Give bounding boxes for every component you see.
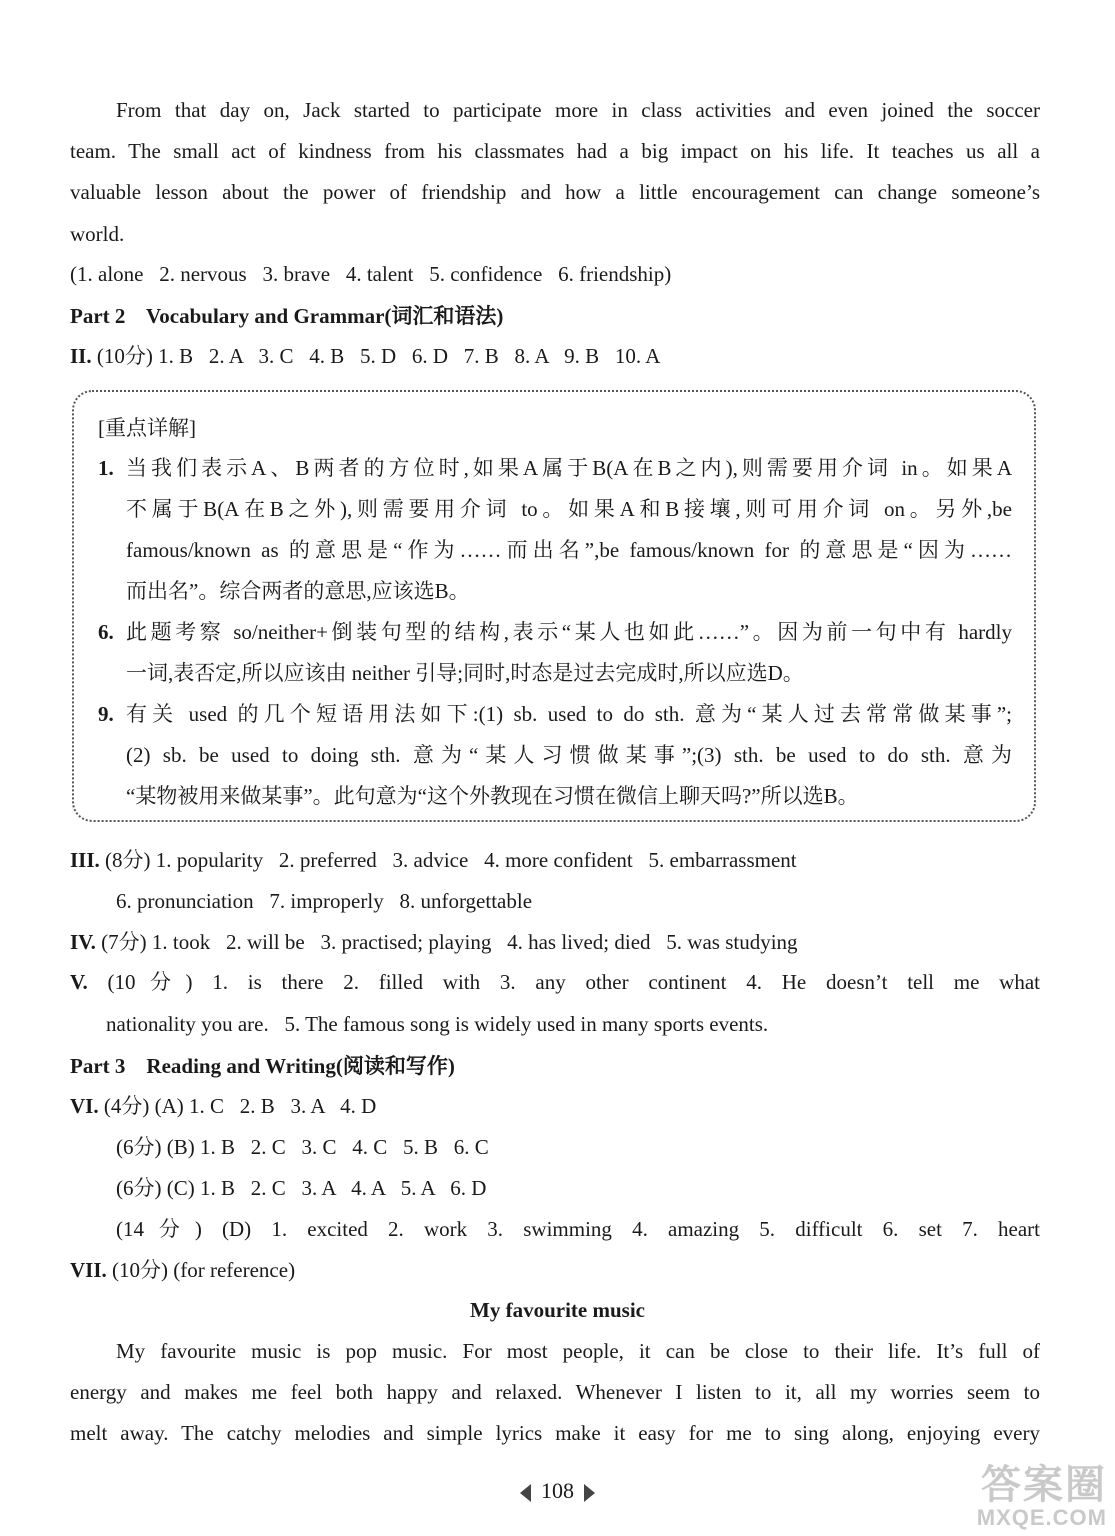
explanation-6-num: 6.	[98, 620, 114, 644]
part2-title: Vocabulary and Grammar(词汇和语法)	[146, 304, 504, 328]
story-line-3: valuable lesson about the power of friendship and how a little encouragement can change someone’s	[70, 180, 1040, 204]
section-6-line-d: (14分) (D) 1. excited 2. work 3. swimming 4. amazing 5. difficult 6. set 7. heart	[116, 1217, 1040, 1241]
watermark	[977, 1464, 1107, 1530]
section-3-line-2: 6. pronunciation 7. improperly 8. unforgettable	[116, 889, 533, 913]
page-number: 108	[541, 1478, 574, 1503]
section-3-line-1	[70, 846, 1040, 874]
watermark-cn: 答案圈	[981, 1463, 1107, 1507]
explanation-1-line-4: 而出名”。综合两者的意思,应该选B。	[126, 579, 470, 603]
section-4-line	[70, 928, 1040, 956]
explanation-6-line-2: 一词,表否定,所以应该由 neither 引导;同时,时态是过去完成时,所以应选D。	[126, 661, 804, 685]
part3-heading	[70, 1052, 1040, 1080]
part2-label: Part 2	[70, 304, 126, 328]
section-6-line-a	[70, 1092, 1040, 1120]
part3-title: Reading and Writing(阅读和写作)	[146, 1054, 455, 1078]
watermark-en: MXQE.COM	[976, 1505, 1107, 1530]
section-6-line-c: (6分) (C) 1. B 2. C 3. A 4. A 5. A 6. D	[116, 1176, 487, 1200]
section-4-text: (7分) 1. took 2. will be 3. practised; playing 4. has lived; died 5. was studying	[101, 930, 798, 954]
section-7-num: VII.	[70, 1258, 107, 1282]
explanation-heading: [重点详解]	[98, 416, 196, 440]
essay-line-3: melt away. The catchy melodies and simple lyrics make it easy for me to sing along, enjoying every	[70, 1421, 1040, 1445]
essay-line-2: energy and makes me feel both happy and relaxed. Whenever I listen to it, all my worries seem to	[70, 1380, 1040, 1404]
story-line-2: team. The small act of kindness from his classmates had a big impact on his life. It teaches us all a	[70, 139, 1040, 163]
section-2-text: (10分) 1. B 2. A 3. C 4. B 5. D 6. D 7. B 8. A 9. B 10. A	[96, 344, 661, 368]
prev-arrow-icon	[520, 1484, 531, 1502]
essay-title: My favourite music	[470, 1298, 645, 1322]
essay-line-1: My favourite music is pop music. For most people, it can be close to their life. It’s full of	[116, 1339, 1040, 1363]
page-number-area	[0, 1476, 1115, 1506]
part2-heading	[70, 302, 1040, 330]
story-line-1: From that day on, Jack started to participate more in class activities and even joined the soccer	[116, 98, 1040, 122]
explanation-6-line-1	[98, 618, 1012, 646]
explanation-9-line-2: (2) sb. be used to doing sth. 意为“某人习惯做某事”;(3) sth. be used to do sth. 意为	[126, 743, 1012, 767]
explanation-1-num: 1.	[98, 456, 114, 480]
section-2-num: II.	[70, 344, 92, 368]
explanation-9-line-3: “某物被用来做某事”。此句意为“这个外教现在习惯在微信上聊天吗?”所以选B。	[126, 784, 859, 808]
section-5-line-1	[70, 968, 1040, 996]
explanation-9-line-1	[98, 700, 1012, 728]
section-5-text-1: (10分) 1. is there 2. filled with 3. any other continent 4. He doesn’t tell me what	[107, 970, 1041, 994]
explanation-1-line-3: famous/known as 的意思是“作为……而出名”,be famous/known for 的意思是“因为……	[126, 538, 1012, 562]
section-7-line	[70, 1256, 1040, 1284]
part3-label: Part 3	[70, 1054, 126, 1078]
section-3-text-1: (8分) 1. popularity 2. preferred 3. advice 4. more confident 5. embarrassment	[105, 848, 797, 872]
story-line-4: world.	[70, 222, 125, 246]
next-arrow-icon	[584, 1484, 595, 1502]
section-6-line-b: (6分) (B) 1. B 2. C 3. C 4. C 5. B 6. C	[116, 1135, 489, 1159]
section-7-note: (10分) (for reference)	[112, 1258, 296, 1282]
explanation-9-text-1: 有关 used 的几个短语用法如下:(1) sb. used to do sth. 意为“某人过去常常做某事”;	[126, 702, 1012, 726]
explanation-1-line-2: 不属于B(A在B之外),则需要用介词 to。如果A和B接壤,则可用介词 on。另外,be	[126, 497, 1012, 521]
keywords-line: (1. alone 2. nervous 3. brave 4. talent 5. confidence 6. friendship)	[70, 262, 672, 286]
explanation-9-num: 9.	[98, 702, 114, 726]
section-3-num: III.	[70, 848, 100, 872]
section-6-num: VI.	[70, 1094, 99, 1118]
explanation-6-text-1: 此题考察 so/neither+倒装句型的结构,表示“某人也如此……”。因为前一句中有 hardly	[126, 620, 1012, 644]
section-5-num: V.	[70, 970, 88, 994]
section-4-num: IV.	[70, 930, 96, 954]
section-2-answers	[70, 342, 1040, 370]
section-6-text-a: (4分) (A) 1. C 2. B 3. A 4. D	[103, 1094, 377, 1118]
section-5-line-2: nationality you are. 5. The famous song is widely used in many sports events.	[106, 1012, 769, 1036]
explanation-1-text-1: 当我们表示A、B两者的方位时,如果A属于B(A在B之内),则需要用介词 in。如果A	[126, 456, 1012, 480]
explanation-box	[72, 390, 1036, 822]
explanation-1-line-1	[98, 454, 1012, 482]
